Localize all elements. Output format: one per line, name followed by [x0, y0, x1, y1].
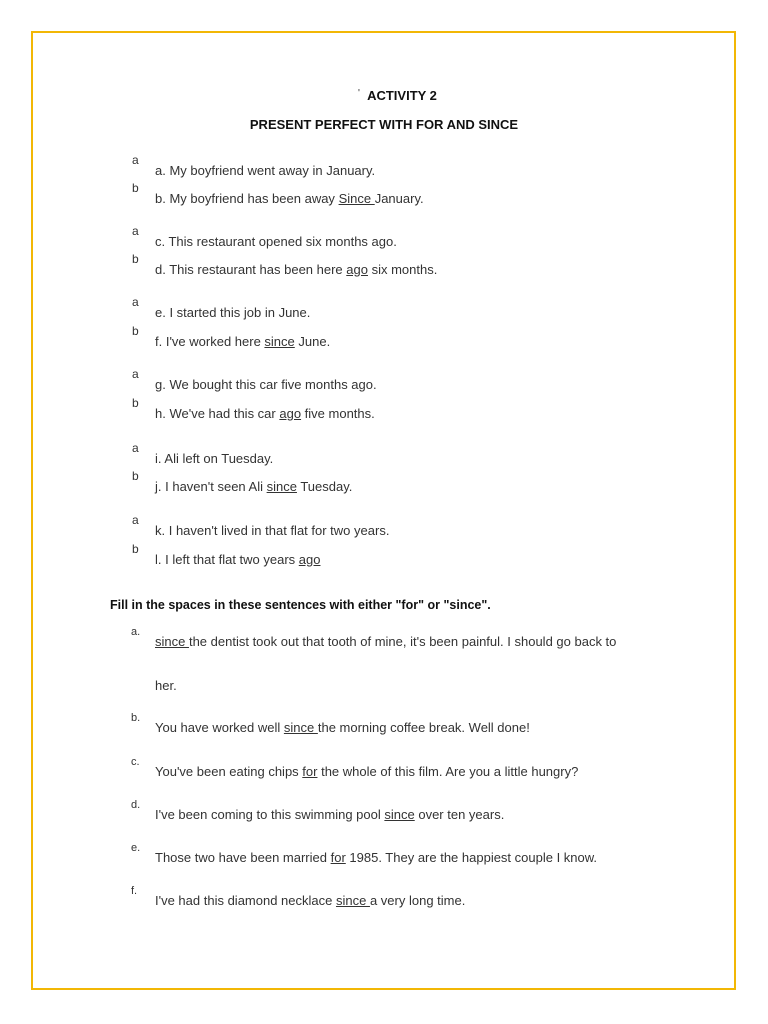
marker-b: b [132, 252, 139, 266]
sentence-b [155, 191, 424, 206]
marker-b: b [132, 469, 139, 483]
item-letter: b. [131, 712, 141, 724]
sentence-a: k. I haven't lived in that flat for two years. [155, 523, 390, 538]
sentence-b-text: d. This restaurant has been here [155, 262, 347, 277]
sentence-b-text: l. I left that flat two years [155, 552, 299, 567]
marker-a: a [132, 153, 139, 167]
fill-rest: 1985. They are the happiest couple I know. [345, 850, 598, 865]
sentence-b [155, 406, 375, 421]
fill-sentence [155, 850, 597, 865]
page-title: ACTIVITY 2 [367, 88, 437, 103]
sentence-b-rest: five months. [301, 406, 375, 421]
sentence-a: c. This restaurant opened six months ago. [155, 234, 397, 249]
fill-sentence-continued: her. [155, 678, 177, 693]
sentence-a: i. Ali left on Tuesday. [155, 451, 274, 466]
sentence-a: e. I started this job in June. [155, 305, 311, 320]
sentence-a: g. We bought this car five months ago. [155, 377, 377, 392]
marker-a: a [132, 224, 139, 238]
sentence-b-text: h. We've had this car [155, 406, 280, 421]
answer-blank: ago [346, 262, 368, 277]
answer-blank: since [283, 720, 318, 735]
item-letter: a. [131, 626, 141, 638]
item-letter: f. [131, 885, 138, 897]
fill-sentence [155, 720, 530, 735]
sentence-b-rest: Tuesday. [296, 479, 353, 494]
marker-b: b [132, 542, 139, 556]
fill-sentence [155, 893, 465, 908]
fill-rest: a very long time. [369, 893, 466, 908]
fill-sentence [155, 807, 504, 822]
sentence-b [155, 334, 330, 349]
answer-blank: since [384, 807, 415, 822]
answer-blank: since [335, 893, 370, 908]
sentence-b-text: b. My boyfriend has been away [155, 191, 339, 206]
fill-text: I've been coming to this swimming pool [155, 807, 385, 822]
fill-text: Those two have been married [155, 850, 331, 865]
sentence-b-text: f. I've worked here [155, 334, 265, 349]
sentence-b [155, 552, 320, 567]
sentence-a: a. My boyfriend went away in January. [155, 163, 376, 178]
answer-blank: since [266, 479, 297, 494]
answer-blank: ago [279, 406, 302, 421]
marker-b: b [132, 181, 139, 195]
fill-rest: the whole of this film. Are you a little hungry? [317, 764, 579, 779]
fill-rest: over ten years. [414, 807, 505, 822]
sentence-b-rest: six months. [367, 262, 438, 277]
sentence-b-rest: June. [294, 334, 331, 349]
sentence-b [155, 479, 352, 494]
page-subtitle: PRESENT PERFECT WITH FOR AND SINCE [249, 117, 519, 132]
fill-rest: the dentist took out that tooth of mine, it's been painful. I should go back to [188, 634, 617, 649]
marker-a: a [132, 441, 139, 455]
sentence-b [155, 262, 437, 277]
answer-blank: since [155, 634, 189, 649]
marker-b: b [132, 324, 139, 338]
marker-a: a [132, 513, 139, 527]
sentence-b-rest: January. [374, 191, 424, 206]
item-letter: d. [131, 799, 141, 811]
fill-text: You've been eating chips [155, 764, 303, 779]
answer-blank: for [302, 764, 318, 779]
fill-text: You have worked well [155, 720, 284, 735]
answer-blank: since [264, 334, 295, 349]
answer-blank: Since [338, 191, 375, 206]
fill-sentence [155, 764, 578, 779]
marker-a: a [132, 367, 139, 381]
instruction: Fill in the spaces in these sentences with either "for" or "since". [110, 598, 491, 612]
marker-b: b [132, 396, 139, 410]
item-letter: e. [131, 842, 141, 854]
fill-rest: the morning coffee break. Well done! [317, 720, 530, 735]
marker-a: a [132, 295, 139, 309]
answer-blank: for [330, 850, 346, 865]
stray-mark: ' [358, 88, 360, 99]
fill-text: I've had this diamond necklace [155, 893, 336, 908]
item-letter: c. [131, 756, 140, 768]
answer-blank: ago [298, 552, 321, 567]
sentence-b-text: j. I haven't seen Ali [155, 479, 267, 494]
fill-sentence [155, 634, 616, 649]
